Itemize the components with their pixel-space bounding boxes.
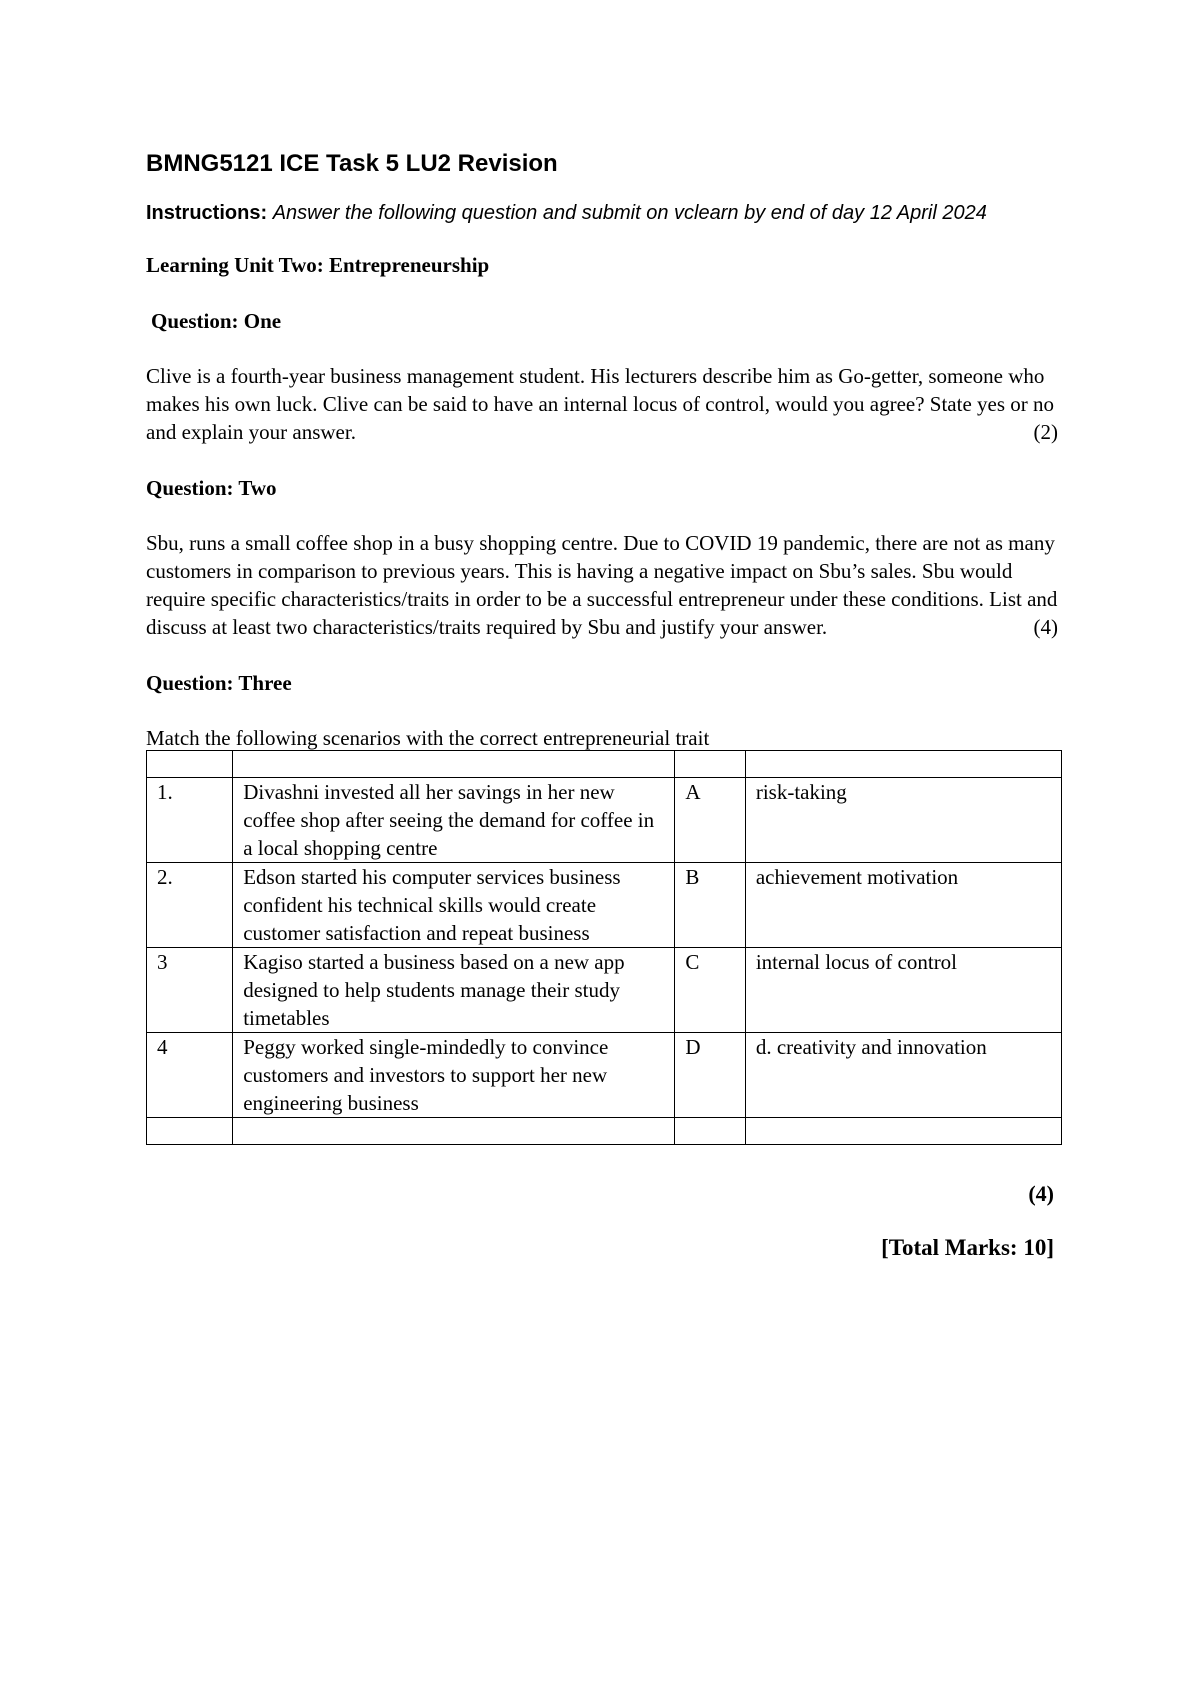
row-scenario: Edson started his computer services business confident his technical skills would create customer satisfaction and repeat business: [233, 863, 675, 948]
question-one-marks: (2): [1033, 420, 1058, 444]
row-number: 3: [147, 948, 233, 1033]
total-marks: [Total Marks: 10]: [881, 1235, 1054, 1260]
instructions-colon: :: [260, 202, 268, 224]
document-title: BMNG5121 ICE Task 5 LU2 Revision: [146, 150, 558, 177]
question-one-text-block: [146, 362, 1058, 446]
row-trait: d. creativity and innovation: [745, 1033, 1061, 1118]
row-trait: risk-taking: [745, 778, 1061, 863]
instructions: [146, 198, 1058, 229]
instructions-text: Answer the following question and submit on vclearn by end of day 12 April 2024: [272, 202, 987, 224]
document-page: [146, 148, 1058, 1263]
table-row-empty-bottom: [147, 1118, 1062, 1145]
table-row: [147, 1033, 1062, 1118]
question-three-intro: Match the following scenarios with the correct entrepreneurial trait: [146, 726, 710, 750]
instructions-label: Instructions: [146, 202, 261, 224]
question-two-heading: Question: Two: [146, 476, 277, 500]
row-number: 2.: [147, 863, 233, 948]
row-letter: B: [675, 863, 745, 948]
table-row: [147, 948, 1062, 1033]
row-number: 1.: [147, 778, 233, 863]
row-scenario: Divashni invested all her savings in her new coffee shop after seeing the demand for coffee in a local shopping centre: [233, 778, 675, 863]
question-three-marks: (4): [1028, 1181, 1054, 1206]
table-row-empty-top: [147, 751, 1062, 778]
question-one-text: Clive is a fourth-year business management student. His lecturers describe him as Go-getter, someone who makes his own luck. Clive can be said to have an internal locus of control, would you agree? State yes or no and explain your answer.: [146, 364, 1055, 444]
question-two-marks: (4): [1033, 615, 1058, 639]
row-trait: achievement motivation: [745, 863, 1061, 948]
question-three-heading: Question: Three: [146, 671, 292, 695]
row-letter: D: [675, 1033, 745, 1118]
row-scenario: Kagiso started a business based on a new app designed to help students manage their study timetables: [233, 948, 675, 1033]
row-trait: internal locus of control: [745, 948, 1061, 1033]
unit-heading: Learning Unit Two: Entrepreneurship: [146, 253, 490, 277]
question-one-heading: Question: One: [151, 309, 282, 333]
table-row: [147, 863, 1062, 948]
row-letter: C: [675, 948, 745, 1033]
row-letter: A: [675, 778, 745, 863]
matching-table: [146, 750, 1062, 1145]
question-two-text-block: [146, 529, 1058, 641]
question-two-text: Sbu, runs a small coffee shop in a busy shopping centre. Due to COVID 19 pandemic, there are not as many customers in comparison to previous years. This is having a negative impact on Sbu’s sales. Sbu would require specific characteristics/traits in order to be a successful entrepreneur under these conditions. List and discuss at least two characteristics/traits required by Sbu and justify your answer.: [146, 531, 1058, 639]
row-number: 4: [147, 1033, 233, 1118]
table-row: [147, 778, 1062, 863]
row-scenario: Peggy worked single-mindedly to convince customers and investors to support her new engineering business: [233, 1033, 675, 1118]
